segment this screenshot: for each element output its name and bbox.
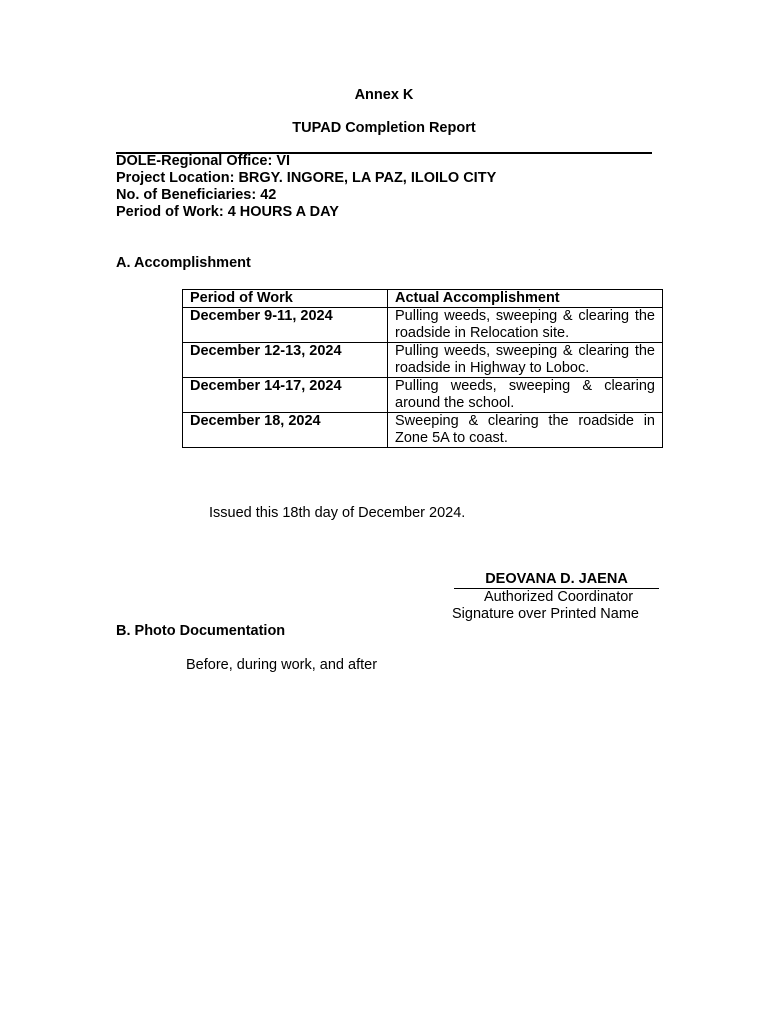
column-header-period: Period of Work [183, 290, 388, 308]
project-info [116, 153, 496, 221]
accomplishment-cell: Pulling weeds, sweeping & clearing the roadside in Relocation site. [388, 308, 663, 343]
project-location: Project Location: BRGY. INGORE, LA PAZ, ILOILO CITY [116, 170, 497, 186]
signatory-role: Authorized Coordinator [484, 589, 634, 605]
work-period: Period of Work: 4 HOURS A DAY [116, 204, 339, 220]
accomplishment-cell: Pulling weeds, sweeping & clearing around the school. [388, 378, 663, 413]
regional-office: DOLE-Regional Office: VI [116, 153, 291, 169]
column-header-accomplishment: Actual Accomplishment [388, 290, 663, 308]
table-row [183, 378, 663, 413]
section-b-heading: B. Photo Documentation [116, 623, 286, 639]
annex-label: Annex K [354, 87, 414, 103]
accomplishment-cell: Sweeping & clearing the roadside in Zone 5A to coast. [388, 413, 663, 448]
table-row [183, 413, 663, 448]
accomplishment-table [182, 289, 663, 448]
accomplishment-cell: Pulling weeds, sweeping & clearing the roadside in Highway to Loboc. [388, 343, 663, 378]
period-cell: December 18, 2024 [183, 413, 388, 448]
table-row [183, 308, 663, 343]
photo-documentation-note: Before, during work, and after [186, 657, 378, 673]
period-cell: December 9-11, 2024 [183, 308, 388, 343]
signatory-name: DEOVANA D. JAENA [454, 571, 659, 589]
report-title: TUPAD Completion Report [292, 120, 476, 136]
signature-caption: Signature over Printed Name [452, 606, 639, 622]
beneficiaries-count: No. of Beneficiaries: 42 [116, 187, 277, 203]
table-header-row [183, 290, 663, 308]
issued-statement: Issued this 18th day of December 2024. [209, 505, 466, 521]
period-cell: December 12-13, 2024 [183, 343, 388, 378]
period-cell: December 14-17, 2024 [183, 378, 388, 413]
section-a-heading: A. Accomplishment [116, 255, 251, 271]
table-row [183, 343, 663, 378]
